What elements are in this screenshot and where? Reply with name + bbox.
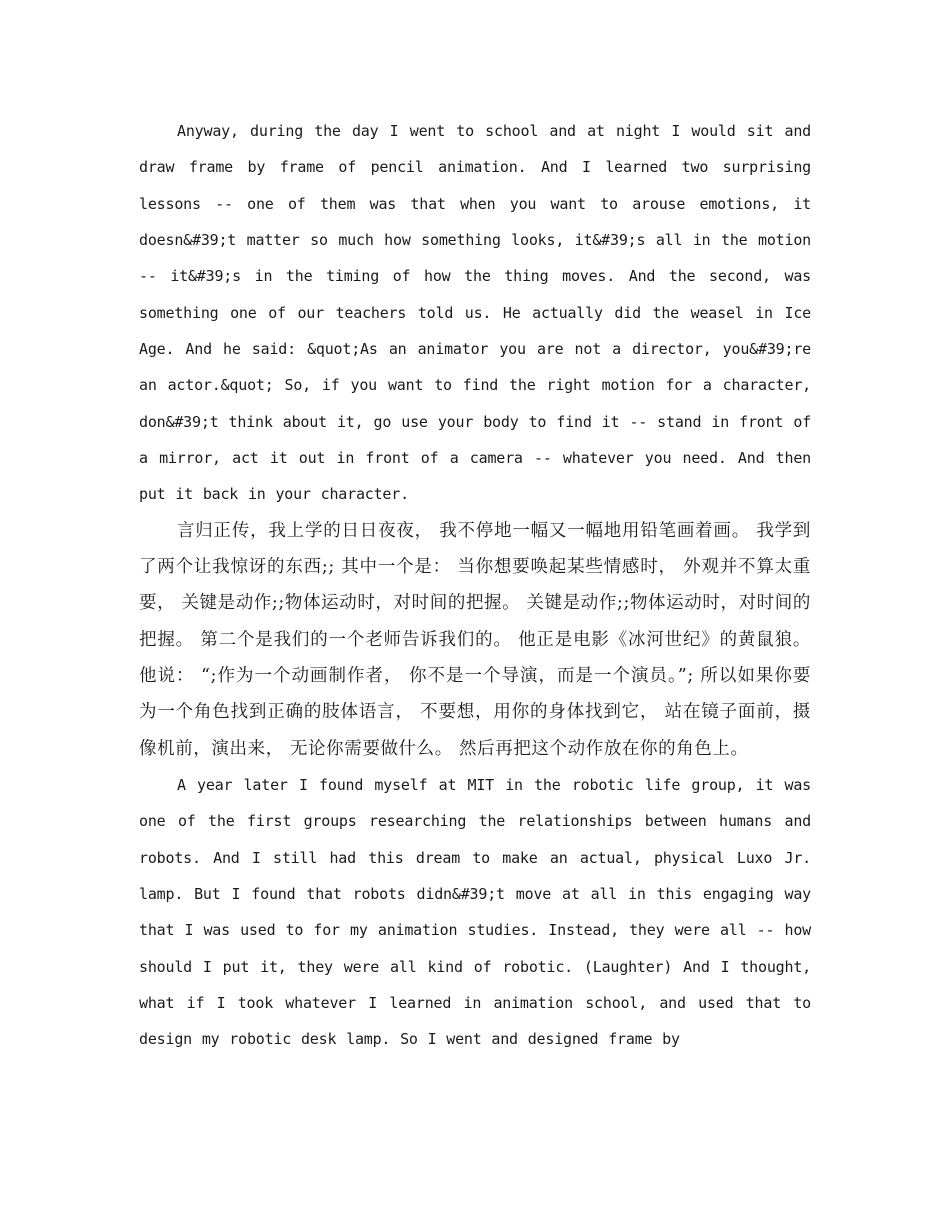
document-body xyxy=(139,113,811,1058)
paragraph-en-animation-lessons: Anyway, during the day I went to school and at night I would sit and draw frame by frame of pencil animation. And I learned two surprising lessons -- one of them was that when you want to arouse emotions, it doesn&#39;t matter so much how something looks, it&#39;s all in the motion -- it&#39;s in the timing of how the thing moves. And the second, was something one of our teachers told us. He actually did the weasel in Ice Age. And he said: &quot;As an animator you are not a director, you&#39;re an actor.&quot; So, if you want to find the right motion for a character, don&#39;t think about it, go use your body to find it -- stand in front of a mirror, act it out in front of a camera -- whatever you need. And then put it back in your character. xyxy=(139,122,811,504)
paragraph-zh-animation-lessons: 言归正传，我上学的日日夜夜， 我不停地一幅又一幅地用铅笔画着画。 我学到了两个让我惊讶的东西;; 其中一个是： 当你想要唤起某些情感时， 外观并不算太重要， 关键是动作;;物体运动时，对时间的把握。 关键是动作;;物体运动时，对时间的把握。 第二个是我们的一个老师告诉我们的。 他正是电影《冰河世纪》的黄鼠狼。 他说： “;作为一个动画制作者， 你不是一个导演，而是一个演员。”; 所以如果你要为一个角色找到正确的肢体语言， 不要想，用你的身体找到它， 站在镜子面前，摄像机前，演出来， 无论你需要做什么。 然后再把这个动作放在你的角色上。 xyxy=(139,520,811,759)
paragraph-en-mit-robotics: A year later I found myself at MIT in the robotic life group, it was one of the first groups researching the relationships between humans and robots. And I still had this dream to make an actual, physical Luxo Jr. lamp. But I found that robots didn&#39;t move at all in this engaging way that I was used to for my animation studies. Instead, they were all -- how should I put it, they were all kind of robotic. (Laughter) And I thought, what if I took whatever I learned in animation school, and used that to design my robotic desk lamp. So I went and designed frame by xyxy=(139,775,811,1049)
